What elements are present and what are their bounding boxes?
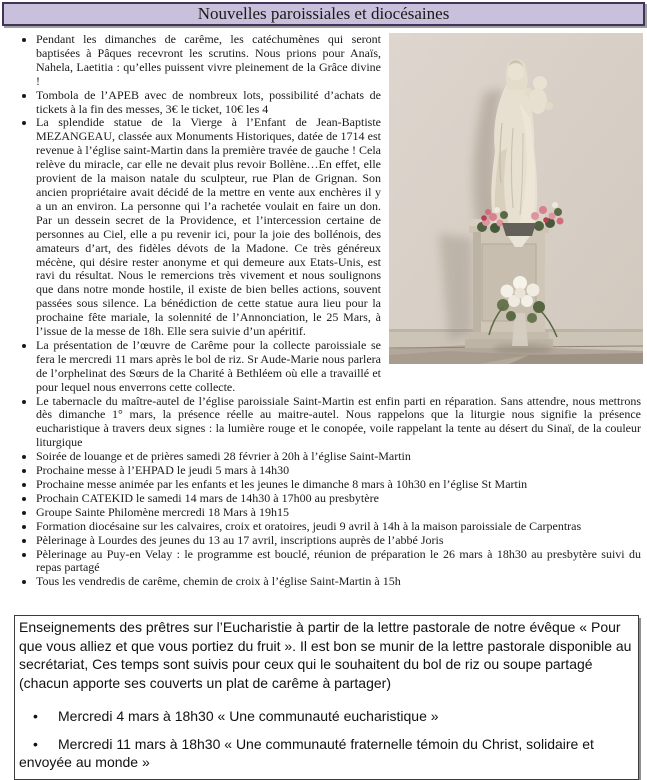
teaching-announcement-box xyxy=(14,615,639,780)
list-item: • Formation diocésaine sur les calvaires, croix et oratoires, jeudi 9 avril à 14h à la maison paroissiale de Carpentras xyxy=(36,520,643,534)
box-list-item xyxy=(19,707,633,726)
box-list-item xyxy=(19,735,633,772)
list-item: • Tous les vendredis de carême, chemin de croix à l’église Saint-Martin à 15h xyxy=(36,575,643,589)
box-item-text: Mercredi 11 mars à 18h30 « Une communauté fraternelle témoin du Christ, solidaire et envoyée au monde » xyxy=(19,735,594,771)
list-item: • Le tabernacle du maître-autel de l’église paroissiale Saint-Martin est enfin parti en réparation. Sans attendre, nous mettrons dès dimanche 1° mars, la présence réelle au maitre-autel. Nous rappelons que la liturgie nous signifie la présence eucharistique à travers deux signes : la lumière rouge et le conopée, voile rappelant la tente au désert du Sinaï, de la couleur liturgique xyxy=(36,395,643,451)
news-section xyxy=(0,31,647,589)
page-title: Nouvelles paroissiales et diocésaines xyxy=(197,4,450,23)
list-item: • Prochaine messe animée par les enfants et les jeunes le dimanche 8 mars à 10h30 en l’église St Martin xyxy=(36,478,643,492)
bullet-icon: • xyxy=(33,735,38,752)
box-item-text: Mercredi 4 mars à 18h30 « Une communauté eucharistique » xyxy=(58,708,439,725)
photo-pedestal xyxy=(465,219,553,348)
list-item: • Pèlerinage à Lourdes des jeunes du 13 au 17 avril, inscriptions auprès de l’abbé Joris xyxy=(36,534,643,548)
section-title-banner xyxy=(2,2,645,26)
list-item: • Soirée de louange et de prières samedi 28 février à 20h à l’église Saint-Martin xyxy=(36,450,643,464)
list-item: • Prochaine messe à l’EHPAD le jeudi 5 mars à 14h30 xyxy=(36,464,643,478)
list-item: • La présentation de l’œuvre de Carême pour la collecte paroissiale se fera le mercredi 11 mars après le bol de riz. Sr Aude-Marie nous parlera de l’orphelinat des Sœurs de la Charité à Bethléem où elle a travaillé et pour lequel nous enverrons cette collecte. xyxy=(36,339,643,395)
bullet-icon: • xyxy=(33,708,38,725)
list-item: • Pendant les dimanches de carême, les catéchumènes qui seront baptisées à Pâques recevront les scrutins. Nous prions pour Anaïs, Nahela, Laetitia : qu’elles puissent vivre pleinement de la Grâce divine ! xyxy=(36,33,643,89)
list-item: • Prochain CATEKID le samedi 14 mars de 14h30 à 17h00 au presbytère xyxy=(36,492,643,506)
list-item: • Pèlerinage au Puy-en Velay : le programme est bouclé, réunion de préparation le 26 mars à 18h30 au presbytère suivi du repas partagé xyxy=(36,548,643,576)
box-intro-text: Enseignements des prêtres sur l’Eucharistie à partir de la lettre pastorale de notre évêque « Pour que vous alliez et que vous portiez du fruit ». Il est bon se munir de la lettre pastorale disponible au secrétariat, Ces temps sont suivis pour ceux qui le souhaitent du bol de riz ou soupe partagé (chacun apporte ses couverts un plat de carême à partager) xyxy=(19,619,632,691)
statue-photo xyxy=(389,33,643,364)
list-item: • Groupe Sainte Philomène mercredi 18 Mars à 19h15 xyxy=(36,506,643,520)
list-item: • Tombola de l’APEB avec de nombreux lots, possibilité d’achats de tickets à la fin des messes, 3€ le ticket, 10€ les 4 xyxy=(36,89,643,117)
list-item: • La splendide statue de la Vierge à l’Enfant de Jean-Baptiste MEZANGEAU, classée aux Monuments Historiques, datée de 1714 est revenue à l’église saint-Martin dans la première travée de gauche ! Cela relève du miracle, car elle ne devait plus revoir Bollène…En effet, elle provient de la maison natale du sculpteur, rue Plan de Grignan. Son ancien propriétaire avait décidé de la mettre en vente aux enchères il y a un an environ. La personne qui l’a rachetée voulait en faire un don. Par un dessein secret de la Providence, et l’intercession certaine de personnes au Ciel, elle a pu revenir ici, pour la joie des bollénois, des amateurs d’art, des fidèles dévots de la Madone. Ce très généreux mécène, qui désire rester anonyme et qui demeure aux Etats-Unis, est ravi du résultat. Nous le remercions très vivement et nous soulignons que dans notre monde hostile, il existe de bien belles actions, souvent passées sous silence. La bénédiction de cette statue aura lieu pour la prochaine fête mariale, la solennité de l’Annonciation, le 25 Mars, à l’issue de la messe de 18h. Elle sera suivie d’un apéritif. xyxy=(36,116,643,339)
newsletter-page xyxy=(0,2,647,771)
